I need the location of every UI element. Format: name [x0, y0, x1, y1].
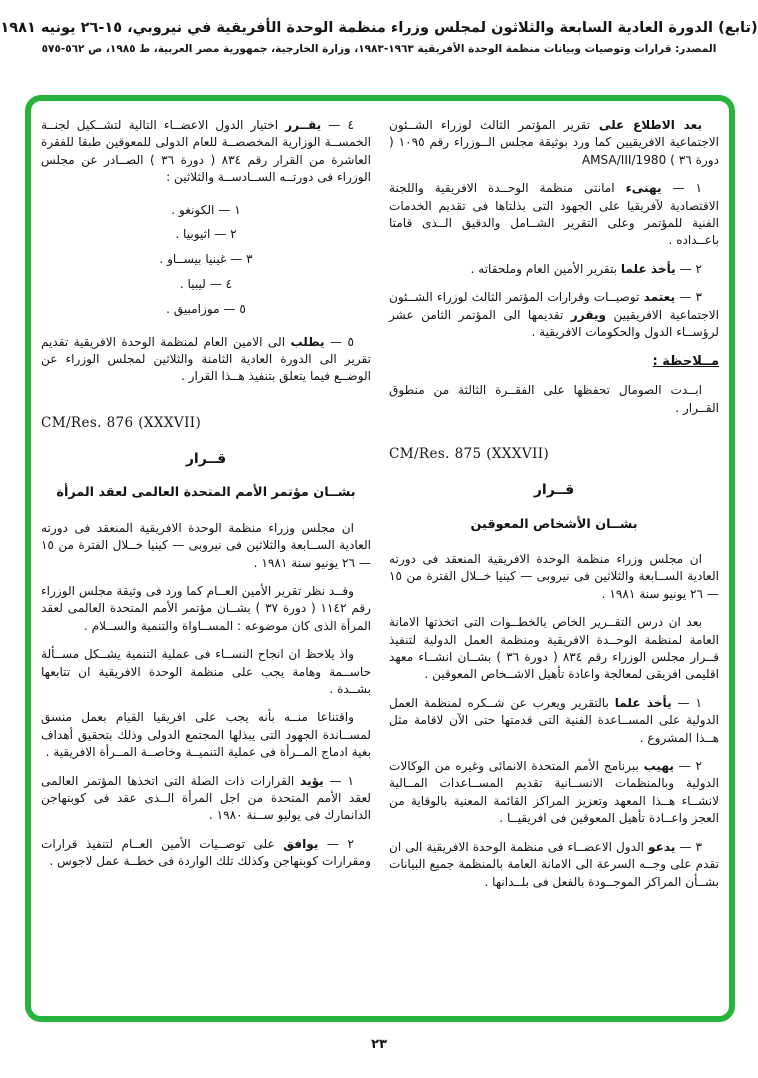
resolution-subject: بشــان مؤتمر الأمم المتحدة العالمى لعقد المرأة — [56, 485, 356, 501]
list-item: ٤ — ليبيا . — [179, 276, 233, 291]
text-run: ١ — — [661, 181, 702, 196]
paragraph — [389, 289, 719, 341]
paragraph — [389, 261, 719, 278]
text-run: ٢ — — [673, 759, 702, 774]
emphasis-text: يقــرر — [285, 118, 322, 132]
text-run: على توصــيات الأمين العــام لتنفيذ قرارات ومقرارات كوبنهاجن وكذلك تلك الواردة فى خطــة عمل لاجوس . — [41, 836, 371, 869]
note-heading: مــلاحظة : — [652, 354, 719, 370]
paragraph — [389, 695, 719, 747]
paragraph — [389, 839, 719, 891]
text-run: توصيــات وقرارات المؤتمر الثالث لوزراء الشــئون الاجتماعية الافريقيين — [389, 290, 719, 322]
list-item: ٢ — اثيوبيا . — [175, 227, 237, 242]
paragraph — [41, 836, 371, 871]
list-item: ٣ — غينيا بيســاو . — [159, 252, 253, 267]
emphasis-text: يطلب — [290, 334, 325, 349]
text-run: ١ — — [323, 773, 354, 788]
emphasis-text: يهنىء — [625, 181, 662, 196]
text-run: تقديمها الى المؤتمر الثامن عشر لرؤســاء الدول والحكومات الافريقية . — [389, 307, 719, 340]
resolution-number: CM/Res. 876 (XXXVII) — [41, 414, 202, 431]
text-run: ١ — — [671, 695, 702, 710]
list-item: ٥ — موزامبيق . — [166, 301, 246, 316]
column-left — [41, 117, 371, 1006]
text-run: بالتقرير ويعرب عن شــكره لمنظمة العمل الدولية على المســاعدة الفنية التى قدمتها حتى الآن لاقامة مثل هــذا المشروع . — [389, 695, 719, 745]
text-run: ٥ — — [324, 334, 354, 349]
text-run: وقــد نظر تقرير الأمين العــام كما ورد فى وثيقة مجلس الوزراء رقم ١١٤٢ ( دورة ٣٧ ) بشــان مؤتمر الأمم المتحدة العالمى لعقد المرأة الذى كان موضوعه : المســاواة والتنمية والســلام . — [41, 583, 371, 633]
paragraph — [41, 520, 371, 572]
paragraph — [41, 709, 371, 761]
text-run: ان مجلس وزراء منظمة الوحدة الافريقية المنعقد فى دورته العادية الســابعة والثلاثين فى نيروبى — كينيا خــلال الفترة من ١٥ — ٢٦ يونيو سنة ١٩٨١ . — [41, 520, 371, 570]
text-run: امانتى منظمة الوحــدة الافريقية واللجنة الاقتصادية لآفريقيا على الجهود التى بذلتاها فى تقديم الخدمات الفنية للمؤتمر وعلى التقرير الشــامل والدقيق الــذى قامتا باعــداده . — [389, 181, 719, 248]
resolution-subject: بشــان الأشخاص المعوقين — [470, 516, 638, 532]
two-column-layout — [41, 117, 719, 1006]
text-run: ابــدت الصومال تحفظها على الفقــرة الثالثة من منطوق القــرار . — [389, 383, 719, 415]
paragraph — [41, 646, 371, 698]
page-header — [0, 20, 758, 55]
emphasis-text: يوافق — [283, 836, 319, 851]
column-right — [389, 117, 719, 1006]
paragraph — [41, 117, 371, 187]
emphasis-text: يؤيد — [300, 773, 324, 788]
text-run: ٢ — — [675, 261, 702, 276]
paragraph — [389, 382, 719, 417]
text-run: ان مجلس وزراء منظمة الوحدة الافريقية المنعقد فى دورته العادية الســابعة والثلاثين فى نيروبى — كينيا خــلال الفترة من ١٥ — ٢٦ يونيو سنة ١٩٨١ . — [389, 552, 719, 601]
text-run: القرارات ذات الصلة التى اتخذها المؤتمر العالمى لعقد الأمم المتحدة من اجل المرأة الــذى عقد فى كوبنهاجن الدانمارك فى يوليو ســنة ١٩٨٠ . — [41, 773, 371, 823]
paragraph — [41, 773, 371, 825]
text-run: تقرير المؤتمر الثالث لوزراء الشــئون الاجتماعية الافريقيين كما ورد بوثيقة مجلس الــوزراء رقم ١٠٩٥ ( دورة ٣٦ ) — [389, 118, 720, 167]
emphasis-text: يأخذ علما — [614, 695, 672, 710]
emphasis-text: ويقرر — [570, 307, 607, 322]
paragraph — [389, 117, 719, 169]
emphasis-text: يهيب — [643, 759, 674, 774]
resolution-number: CM/Res. 875 (XXXVII) — [389, 446, 550, 462]
list — [41, 198, 371, 322]
text-run: بعد ان درس التقــرير الخاص بالخطــوات التى اتخذتها الامانة العامة لمنظمة الوحــدة الافريقية ومنظمة العمل الدولية لتنفيذ قــرار مجلس الوزراء رقم ٨٣٤ ( دورة ٣٦ ) بشــان انشــاء معهد اقليمى افريقى لمعالجة واعادة تأهيل الاشــخاص المعوقين . — [389, 615, 719, 682]
emphasis-text: يأخذ علما — [620, 261, 676, 276]
paragraph — [389, 180, 719, 250]
text-run: ٤ — — [321, 118, 354, 132]
list-item: ١ — الكونغو . — [171, 202, 241, 217]
paragraph — [41, 334, 371, 386]
paragraph — [389, 614, 719, 684]
text-run: الدول الاعضــاء فى منظمة الوحدة الافريقية الى ان تقدم على وجــه السرعة الى الامانة العامة بالمنظمة جميع البيانات بشــأن المراكز الموجــودة بالفعل فى بلــدانها . — [389, 839, 719, 889]
emphasis-text: بعد الاطلاع على — [590, 118, 703, 132]
source-citation: المصدر: قرارات وتوصيات وبيانات منظمة الوحدة الأفريقية ١٩٦٣-١٩٨٣، وزارة الخارجية، جمهورية مصر العربية، ط ١٩٨٥، ص ٥٦٢-٥٧٥ — [41, 43, 717, 55]
text-run: واذ يلاحظ ان انجاح النســاء فى عملية التنمية يشــكل مســألة حاســمة وهامة يجب على منظمة الوحدة الافريقية ان تتابعها بشــدة . — [41, 647, 371, 697]
text-run: ٢ — — [318, 836, 354, 851]
paragraph — [389, 758, 719, 828]
paragraph — [41, 583, 371, 635]
resolution-heading: قــرار — [185, 451, 227, 468]
emphasis-text: يدعو — [648, 839, 676, 854]
content-border-box — [25, 95, 735, 1022]
text-run: واقتناعا منــه بأنه يجب على افريقيا القيام بعمل منسق لمســاندة الجهود التى يبذلها المجتمع الدولى وذلك بتحقيق أهداف بغية ادماج المــرأة فى عملية التنميــة وخاصــة المــرأة الافريقية . — [41, 710, 371, 760]
text-run: بتقرير الأمين العام وملحقاته . — [470, 261, 621, 276]
text-run: ببرنامج الأمم المتحدة الانمائى وغيره من الوكالات الدولية وبالمنظمات الانســانية تقديم المســاعدات المــالية لانشــاء هــذا المعهد وتعزيز المراكز القائمة المعنية بالوقاية من العجز واعــادة تأهيل المعوقين فى افريقيــا . — [389, 759, 719, 826]
text-run: الى الامين العام لمنظمة الوحدة الافريقية تقديم تقرير الى الدورة العادية الثامنة والثلاثين لمجلس الوزراء عن الوضــع فيما يتعلق بتنفيذ هــذا القرار . — [41, 334, 371, 384]
text-run: ٣ — — [675, 839, 702, 854]
emphasis-text: يعتمد — [643, 290, 676, 305]
text-run: ٣ — — [675, 290, 702, 305]
paragraph — [389, 551, 719, 603]
text-run: اختيار الدول الاعضــاء التالية لتشــكيل لجنــة الخمســة الوزارية المخصصــة للعام الدولى للمعوقين طبقا للفقرة العاشرة من القرار رقم ٨٣٤ ( دورة ٣٦ ) الصــادر عن مجلس الوزراء فى دورتــه الســادســة والثلاثين : — [41, 118, 371, 185]
page-number: ٢٣ — [371, 1037, 387, 1052]
resolution-heading: قــرار — [533, 482, 575, 499]
session-title: (تابع) الدورة العادية السابعة والثلاثون لمجلس وزراء منظمة الوحدة الأفريقية في نيروبي، ١٥-٢٦ يونيه ١٩٨١ — [0, 20, 758, 36]
text-run: AMSA/III/1980 — [581, 152, 667, 167]
